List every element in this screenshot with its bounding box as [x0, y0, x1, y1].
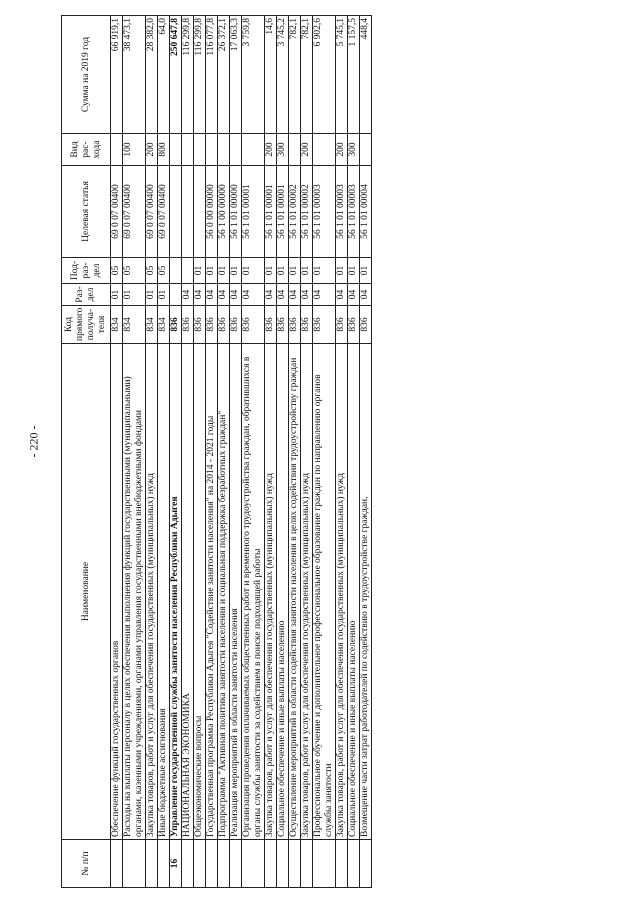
cell-code: 834: [146, 306, 158, 344]
header-num: № п/п: [62, 840, 111, 888]
table-body: [111, 16, 372, 888]
cell-sum: 3 759,8: [242, 16, 265, 134]
cell-podrazdel: 01: [313, 258, 336, 284]
header-sum: Сумма на 2019 год: [62, 16, 111, 134]
table-row: [146, 16, 158, 888]
table-row: [313, 16, 336, 888]
table-row: [182, 16, 194, 888]
header-vid: Вид рас-хода: [62, 134, 111, 166]
cell-sum: 28 382,0: [146, 16, 158, 134]
cell-vid: [182, 134, 194, 166]
cell-vid: 200: [265, 134, 277, 166]
cell-code: 836: [206, 306, 218, 344]
cell-sum: 782,1: [289, 16, 301, 134]
cell-razdel: 04: [289, 284, 301, 306]
cell-vid: [242, 134, 265, 166]
cell-vid: [218, 134, 230, 166]
cell-sum: 448,4: [360, 16, 372, 134]
table-row: [111, 16, 123, 888]
table-row: [218, 16, 230, 888]
cell-vid: [194, 134, 206, 166]
cell-name: Социальное обеспечение и иные выплаты населению: [277, 344, 289, 840]
cell-num: [313, 840, 336, 888]
cell-name: Общеэкономические вопросы: [194, 344, 206, 840]
cell-code: 836: [289, 306, 301, 344]
cell-sum: 116 299,8: [182, 16, 194, 134]
rotated-page: [61, 16, 581, 888]
cell-podrazdel: 01: [348, 258, 360, 284]
table-row: [194, 16, 206, 888]
cell-sum: 116 077,8: [206, 16, 218, 134]
cell-num: [336, 840, 348, 888]
cell-podrazdel: 05: [123, 258, 146, 284]
cell-razdel: 04: [242, 284, 265, 306]
cell-sum: 116 299,8: [194, 16, 206, 134]
cell-name: Управление государственной службы занятости населения Республики Адыгея: [170, 344, 182, 840]
cell-vid: 800: [158, 134, 170, 166]
cell-name: Профессиональное обучение и дополнительное профессиональное образование граждан по направлению органов службы занятости: [313, 344, 336, 840]
cell-num: [360, 840, 372, 888]
cell-target: 56 0 00 00000: [206, 166, 218, 258]
cell-code: 834: [158, 306, 170, 344]
cell-razdel: 04: [265, 284, 277, 306]
table-row: [277, 16, 289, 888]
cell-razdel: 04: [348, 284, 360, 306]
cell-num: [182, 840, 194, 888]
cell-sum: 1 157,5: [348, 16, 360, 134]
cell-razdel: 01: [146, 284, 158, 306]
budget-table: [61, 15, 372, 888]
cell-name: Закупка товаров, работ и услуг для обеспечения государственных (муниципальных) нужд: [265, 344, 277, 840]
table-row: [242, 16, 265, 888]
cell-sum: 14,6: [265, 16, 277, 134]
cell-num: [230, 840, 242, 888]
cell-num: [242, 840, 265, 888]
table-header: [62, 16, 111, 888]
cell-code: 836: [242, 306, 265, 344]
cell-code: 836: [170, 306, 182, 344]
cell-code: 836: [182, 306, 194, 344]
table-row: [230, 16, 242, 888]
header-razdel: Раз-дел: [62, 284, 111, 306]
cell-num: [111, 840, 123, 888]
cell-podrazdel: 01: [277, 258, 289, 284]
cell-podrazdel: 01: [301, 258, 313, 284]
cell-razdel: 04: [218, 284, 230, 306]
cell-razdel: 04: [277, 284, 289, 306]
cell-vid: 300: [277, 134, 289, 166]
cell-num: [301, 840, 313, 888]
cell-num: [206, 840, 218, 888]
cell-podrazdel: 01: [336, 258, 348, 284]
cell-podrazdel: [170, 258, 182, 284]
cell-sum: 64,0: [158, 16, 170, 134]
cell-target: 56 1 01 00001: [265, 166, 277, 258]
cell-code: 836: [265, 306, 277, 344]
table-row: [206, 16, 218, 888]
cell-podrazdel: 01: [218, 258, 230, 284]
cell-target: [182, 166, 194, 258]
cell-target: 56 1 01 00001: [242, 166, 265, 258]
cell-podrazdel: 05: [158, 258, 170, 284]
cell-name: Закупка товаров, работ и услуг для обеспечения государственных (муниципальных) нужд: [336, 344, 348, 840]
cell-name: Обеспечение функций государственных органов: [111, 344, 123, 840]
cell-target: 56 1 00 00000: [218, 166, 230, 258]
table-row: [336, 16, 348, 888]
cell-vid: 100: [123, 134, 146, 166]
cell-target: [170, 166, 182, 258]
cell-sum: 38 473,1: [123, 16, 146, 134]
cell-sum: 3 745,2: [277, 16, 289, 134]
cell-code: 836: [348, 306, 360, 344]
cell-razdel: [170, 284, 182, 306]
cell-name: Возмещение части затрат работодателей по содействию в трудоустройстве граждан,: [360, 344, 372, 840]
cell-target: 69 0 07 00400: [123, 166, 146, 258]
cell-code: 836: [313, 306, 336, 344]
cell-target: 56 1 01 00003: [313, 166, 336, 258]
cell-podrazdel: 01: [242, 258, 265, 284]
cell-num: [289, 840, 301, 888]
cell-razdel: 04: [301, 284, 313, 306]
cell-name: Социальное обеспечение и иные выплаты населению: [348, 344, 360, 840]
header-name: Наименование: [62, 344, 111, 840]
table-row: [170, 16, 182, 888]
cell-podrazdel: 01: [194, 258, 206, 284]
cell-name: Организация проведения оплачиваемых общественных работ и временного трудоустройства граждан, обратившихся в органы службы занятости за содействием в поиске подходящей работы: [242, 344, 265, 840]
cell-target: 56 1 01 00002: [301, 166, 313, 258]
cell-sum: 6 902,6: [313, 16, 336, 134]
cell-podrazdel: 01: [289, 258, 301, 284]
cell-code: 834: [123, 306, 146, 344]
cell-razdel: 04: [336, 284, 348, 306]
cell-target: 56 1 01 00000: [230, 166, 242, 258]
cell-name: Закупка товаров, работ и услуг для обеспечения государственных (муниципальных) нужд: [301, 344, 313, 840]
table-row: [348, 16, 360, 888]
cell-code: 836: [277, 306, 289, 344]
cell-razdel: 04: [182, 284, 194, 306]
cell-podrazdel: 01: [265, 258, 277, 284]
cell-vid: 300: [348, 134, 360, 166]
cell-name: Расходы на выплаты персоналу в целях обеспечения выполнения функций государственными (муниципальными) органами, казенными учреждениями, органами управления государственными внебюджетными фондами: [123, 344, 146, 840]
cell-code: 836: [360, 306, 372, 344]
cell-target: 69 0 07 00400: [158, 166, 170, 258]
cell-target: 69 0 07 00400: [111, 166, 123, 258]
cell-vid: 200: [336, 134, 348, 166]
cell-num: 16: [170, 840, 182, 888]
cell-sum: 26 372,1: [218, 16, 230, 134]
cell-num: [218, 840, 230, 888]
cell-vid: 200: [301, 134, 313, 166]
cell-num: [158, 840, 170, 888]
cell-razdel: 01: [158, 284, 170, 306]
cell-sum: 5 745,1: [336, 16, 348, 134]
cell-podrazdel: [182, 258, 194, 284]
cell-name: Осуществление мероприятий в области содействия занятости населения в целях содействия трудоустройству граждан: [289, 344, 301, 840]
cell-razdel: 01: [123, 284, 146, 306]
cell-podrazdel: 01: [230, 258, 242, 284]
cell-target: [194, 166, 206, 258]
cell-target: 56 1 01 00002: [289, 166, 301, 258]
cell-razdel: 04: [230, 284, 242, 306]
cell-vid: [111, 134, 123, 166]
cell-name: Подпрограмма "Активная политика занятости населения и социальная поддержка безработных граждан": [218, 344, 230, 840]
cell-num: [348, 840, 360, 888]
header-podrazdel: Под-раз-дел: [62, 258, 111, 284]
cell-target: 56 1 01 00003: [336, 166, 348, 258]
cell-podrazdel: 05: [146, 258, 158, 284]
cell-code: 836: [336, 306, 348, 344]
cell-vid: [170, 134, 182, 166]
cell-sum: 66 919,1: [111, 16, 123, 134]
cell-code: 836: [301, 306, 313, 344]
cell-sum: 782,1: [301, 16, 313, 134]
cell-razdel: 04: [360, 284, 372, 306]
cell-target: 56 1 01 00003: [348, 166, 360, 258]
cell-code: 834: [111, 306, 123, 344]
cell-vid: [313, 134, 336, 166]
cell-num: [265, 840, 277, 888]
cell-razdel: 04: [206, 284, 218, 306]
cell-num: [277, 840, 289, 888]
cell-name: Закупка товаров, работ и услуг для обеспечения государственных (муниципальных) нужд: [146, 344, 158, 840]
cell-podrazdel: 01: [206, 258, 218, 284]
cell-name: Иные бюджетные ассигнования: [158, 344, 170, 840]
cell-podrazdel: 01: [360, 258, 372, 284]
cell-name: Государственная программа Республики Адыгея "Содействие занятости населения" на 2014 - 2021 годы: [206, 344, 218, 840]
cell-podrazdel: 05: [111, 258, 123, 284]
table-row: [301, 16, 313, 888]
cell-vid: [206, 134, 218, 166]
cell-name: Реализация мероприятий в области занятости населения: [230, 344, 242, 840]
cell-sum: 250 647,8: [170, 16, 182, 134]
cell-razdel: 04: [194, 284, 206, 306]
cell-num: [194, 840, 206, 888]
cell-razdel: 04: [313, 284, 336, 306]
header-code: Код прямого получа-теля: [62, 306, 111, 344]
cell-num: [146, 840, 158, 888]
table-row: [289, 16, 301, 888]
cell-code: 836: [218, 306, 230, 344]
table-row: [158, 16, 170, 888]
table-row: [265, 16, 277, 888]
cell-razdel: 01: [111, 284, 123, 306]
cell-target: 69 0 07 00400: [146, 166, 158, 258]
cell-sum: 17 063,3: [230, 16, 242, 134]
cell-code: 836: [230, 306, 242, 344]
cell-vid: [230, 134, 242, 166]
table-row: [123, 16, 146, 888]
cell-vid: 200: [146, 134, 158, 166]
cell-name: НАЦИОНАЛЬНАЯ ЭКОНОМИКА: [182, 344, 194, 840]
table-row: [360, 16, 372, 888]
page-number: - 220 -: [26, 425, 41, 458]
cell-code: 836: [194, 306, 206, 344]
cell-target: 56 1 01 00001: [277, 166, 289, 258]
header-target: Целевая статья: [62, 166, 111, 258]
cell-vid: [289, 134, 301, 166]
cell-num: [123, 840, 146, 888]
cell-vid: [360, 134, 372, 166]
cell-target: 56 1 01 00004: [360, 166, 372, 258]
